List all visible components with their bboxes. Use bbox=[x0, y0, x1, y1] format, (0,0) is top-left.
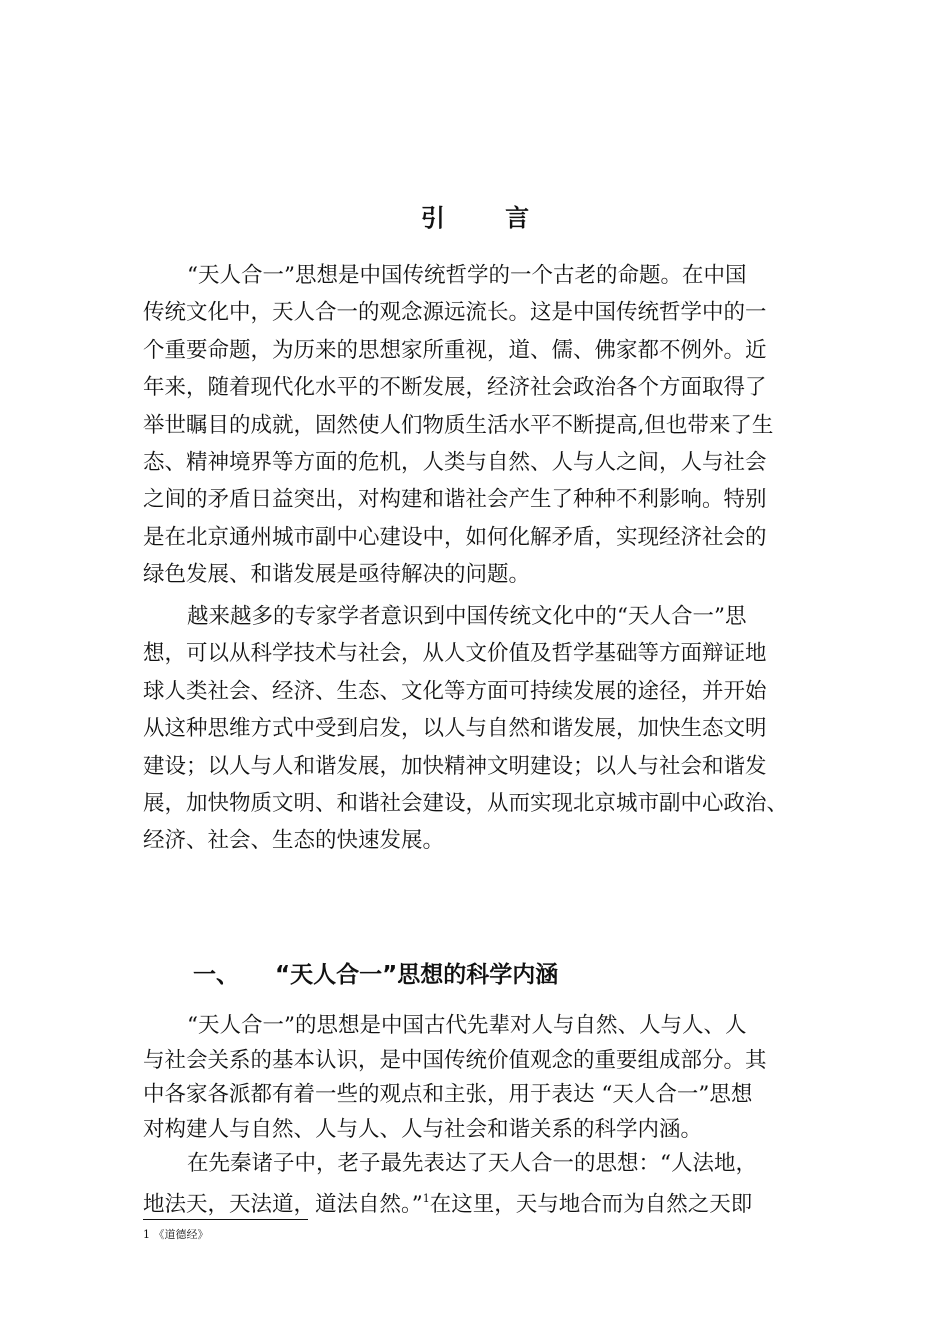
intro-paragraph-1 bbox=[143, 257, 823, 594]
text-line: “天人合一”思想是中国传统哲学的一个古老的命题。在中国 bbox=[187, 263, 747, 288]
text-line: 态、精神境界等方面的危机，人类与自然、人与人之间，人与社会 bbox=[143, 450, 767, 476]
text-line: 建设；以人与人和谐发展，加快精神文明建设；以人与社会和谐发 bbox=[143, 753, 767, 779]
text-line: 展，加快物质文明、和谐社会建设，从而实现北京城市副中心政治、 bbox=[143, 791, 789, 817]
section-number: 一、 bbox=[193, 962, 239, 988]
section1-paragraph-2 bbox=[143, 1147, 823, 1222]
text-line: 与社会关系的基本认识，是中国传统价值观念的重要组成部分。其 bbox=[143, 1047, 767, 1073]
text-line: 年来，随着现代化水平的不断发展，经济社会政治各个方面取得了 bbox=[143, 375, 767, 401]
text-line: 越来越多的专家学者意识到中国传统文化中的“天人合一”思 bbox=[187, 604, 747, 629]
text-line: 在先秦诸子中，老子最先表达了天人合一的思想：“人法地， bbox=[187, 1151, 757, 1176]
text-line: 是在北京通州城市副中心建设中，如何化解矛盾，实现经济社会的 bbox=[143, 524, 767, 550]
text-segment: 地法天，天法道，道法自然。” bbox=[143, 1191, 423, 1217]
footnote bbox=[143, 1226, 209, 1242]
text-line: 个重要命题，为历来的思想家所重视，道、儒、佛家都不例外。近 bbox=[143, 337, 767, 363]
text-line: 从这种思维方式中受到启发，以人与自然和谐发展，加快生态文明 bbox=[143, 716, 767, 742]
text-line: 中各家各派都有着一些的观点和主张，用于表达 “天人合一”思想 bbox=[143, 1082, 753, 1107]
text-line: 之间的矛盾日益突出，对构建和谐社会产生了种种不利影响。特别 bbox=[143, 487, 767, 513]
text-line: 绿色发展、和谐发展是亟待解决的问题。 bbox=[143, 562, 531, 588]
text-line: “天人合一”的思想是中国古代先辈对人与自然、人与人、人 bbox=[187, 1013, 747, 1038]
text-line: 想，可以从科学技术与社会，从人文价值及哲学基础等方面辩证地 bbox=[143, 641, 767, 667]
text-line: 传统文化中，天人合一的观念源远流长。这是中国传统哲学中的一 bbox=[143, 300, 767, 326]
section-heading bbox=[193, 956, 558, 989]
footnote-divider bbox=[143, 1219, 308, 1220]
footnote-marker: 1 bbox=[143, 1228, 150, 1241]
footnote-reference: 1 bbox=[422, 1191, 430, 1205]
section1-paragraph-1 bbox=[143, 1009, 823, 1147]
text-line bbox=[143, 1182, 823, 1223]
text-line: 对构建人与自然、人与人、人与社会和谐关系的科学内涵。 bbox=[143, 1116, 703, 1142]
intro-paragraph-2 bbox=[143, 598, 823, 860]
text-line: 举世瞩目的成就，固然使人们物质生活水平不断提高,但也带来了生 bbox=[143, 412, 774, 438]
text-line: 球人类社会、经济、生态、文化等方面可持续发展的途径，并开始 bbox=[143, 678, 767, 704]
section-title: “天人合一”思想的科学内涵 bbox=[275, 962, 559, 988]
text-line: 经济、社会、生态的快速发展。 bbox=[143, 828, 445, 854]
text-segment: 在这里，天与地合而为自然之天即 bbox=[429, 1191, 753, 1217]
page-title: 引 言 bbox=[420, 204, 556, 232]
footnote-text: 《道德经》 bbox=[153, 1228, 209, 1241]
